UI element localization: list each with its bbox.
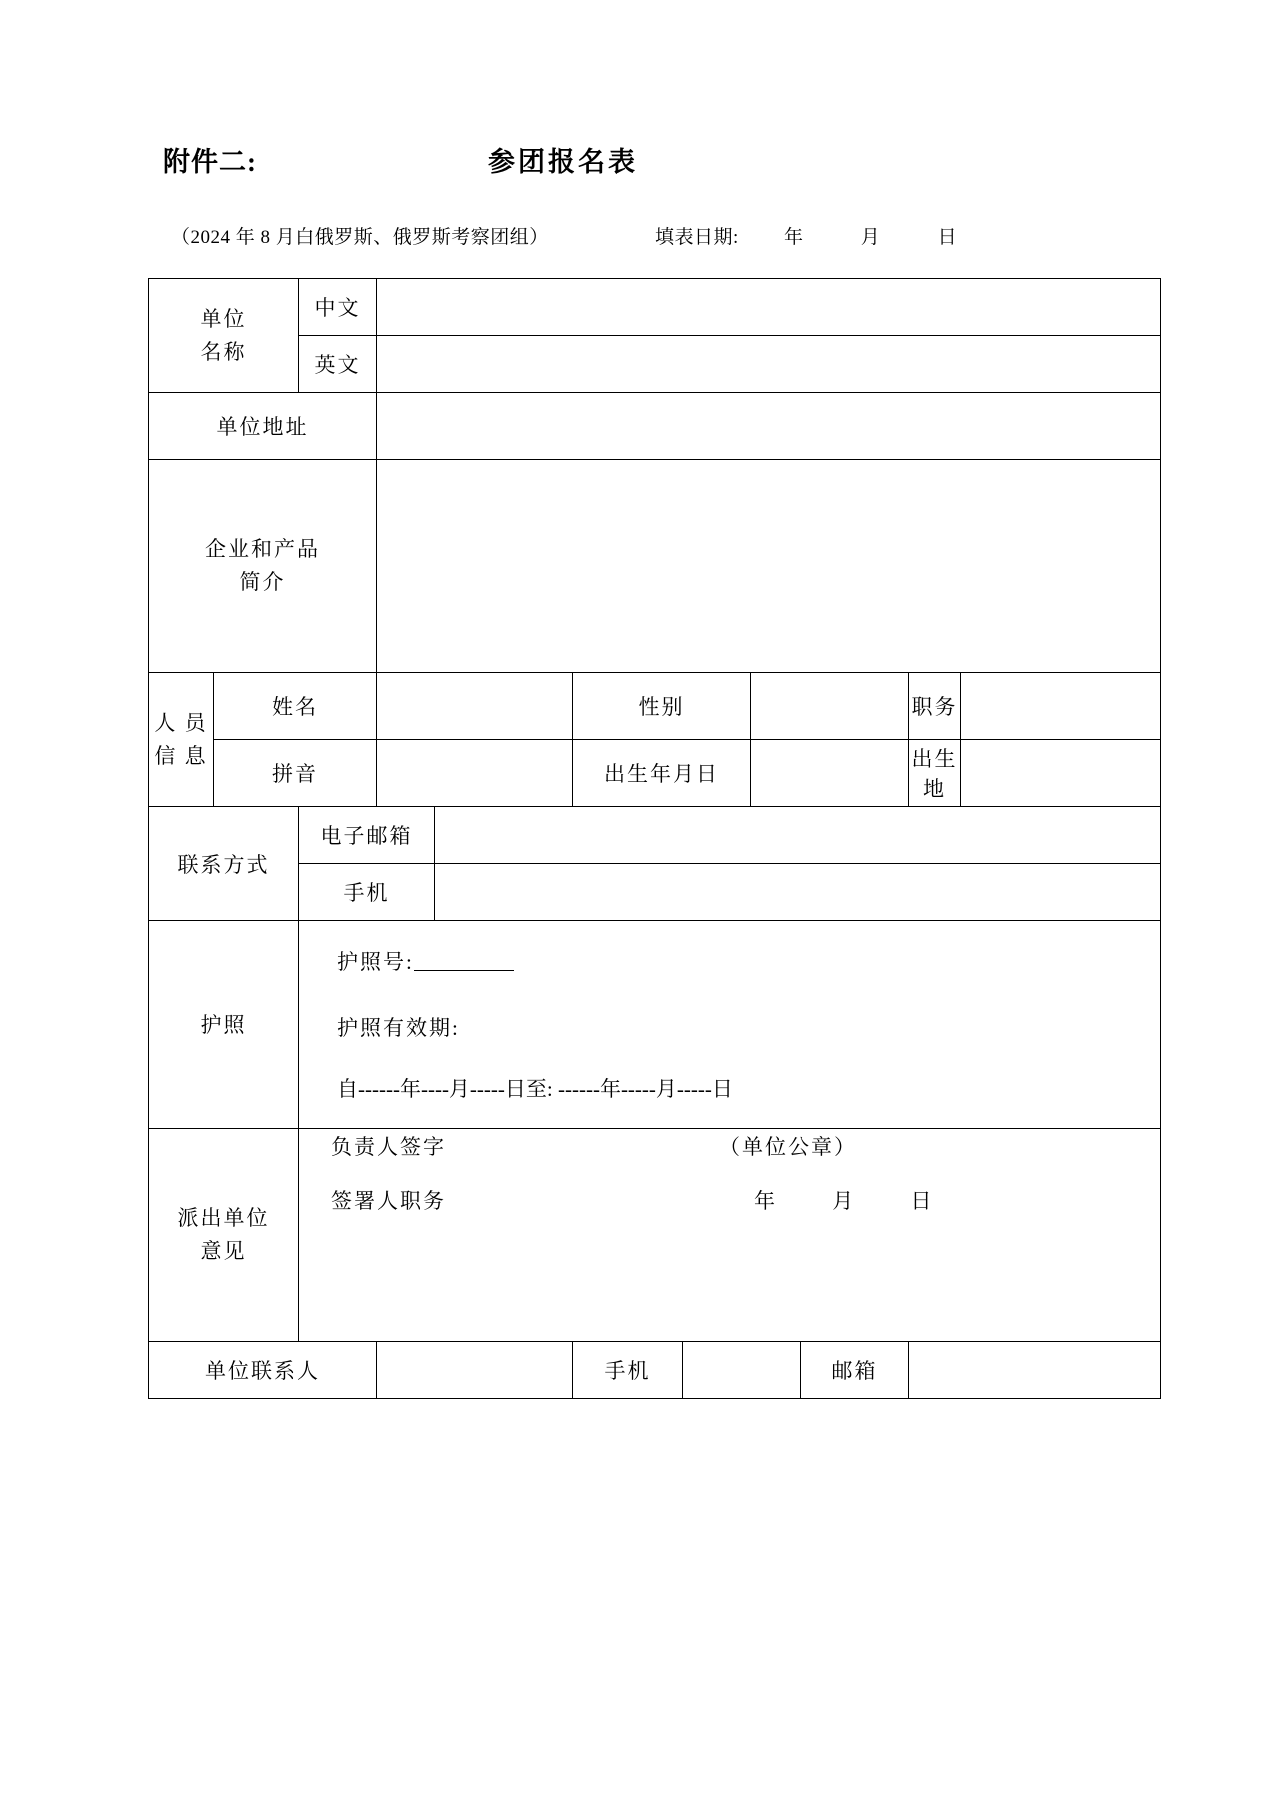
unit-address-field[interactable] [377, 393, 1161, 460]
passport-validity-label: 护照有效期: [337, 1015, 460, 1040]
table-row [149, 336, 1161, 393]
gender-label: 性别 [573, 673, 751, 740]
table-row [149, 807, 1161, 864]
position-field[interactable] [961, 673, 1161, 740]
signer-position-label: 签署人职务 [331, 1188, 446, 1213]
birthdate-label: 出生年月日 [573, 740, 751, 807]
dispatch-opinion-label-line1: 派出单位 [177, 1205, 270, 1230]
leader-signature-label: 负责人签字 [331, 1134, 446, 1159]
position-label: 职务 [909, 673, 961, 740]
table-row [149, 460, 1161, 673]
english-name-field[interactable] [377, 336, 1161, 393]
unit-name-label [149, 279, 299, 393]
table-row [149, 864, 1161, 921]
contact-label: 联系方式 [149, 807, 299, 921]
document-header [0, 140, 1280, 182]
fill-date-day: 日 [937, 227, 958, 248]
unit-contact-field[interactable] [377, 1341, 573, 1398]
unit-contact-label: 单位联系人 [149, 1341, 377, 1398]
dispatch-opinion-label [149, 1128, 299, 1341]
table-row [149, 921, 1161, 1129]
company-intro-field[interactable] [377, 460, 1161, 673]
name-label: 姓名 [214, 673, 377, 740]
name-field[interactable] [377, 673, 573, 740]
mobile-field[interactable] [435, 864, 1161, 921]
signature-date-day: 日 [910, 1188, 932, 1213]
page-title: 参团报名表 [488, 147, 638, 177]
passport-number-field[interactable] [414, 952, 514, 971]
contact-email-field[interactable] [909, 1341, 1161, 1398]
document-subheader [0, 222, 1280, 254]
company-intro-label-line2: 简介 [239, 570, 286, 594]
passport-label: 护照 [149, 921, 299, 1129]
signature-date-year: 年 [754, 1188, 775, 1213]
passport-block [299, 921, 1161, 1129]
birthplace-label: 出生地 [909, 740, 961, 807]
subtitle: （2024 年 8 月白俄罗斯、俄罗斯考察团组） [171, 227, 549, 248]
contact-mobile-field[interactable] [683, 1341, 801, 1398]
registration-form-table [148, 278, 1161, 1399]
passport-validity-field[interactable]: 自------年----月-----日至: ------年-----月-----日 [337, 1077, 733, 1101]
fill-date-month: 月 [860, 227, 881, 248]
attachment-label: 附件二: [163, 147, 257, 177]
birthdate-field[interactable] [751, 740, 909, 807]
unit-address-label: 单位地址 [149, 393, 377, 460]
fill-date-label: 填表日期: [655, 227, 739, 248]
chinese-label: 中文 [299, 279, 377, 336]
mobile-label: 手机 [299, 864, 435, 921]
passport-number-label: 护照号: [337, 950, 414, 974]
contact-mobile-label: 手机 [573, 1341, 683, 1398]
fill-date-group [655, 222, 957, 249]
email-label: 电子邮箱 [299, 807, 435, 864]
person-info-label-line1: 人 员 [154, 710, 208, 735]
table-row [149, 673, 1161, 740]
official-seal-label: （单位公章） [719, 1134, 857, 1159]
person-info-label [149, 673, 214, 807]
signature-date-group [754, 1185, 932, 1215]
company-intro-label-line1: 企业和产品 [205, 537, 320, 562]
table-row [149, 740, 1161, 807]
signature-date-month: 月 [832, 1188, 854, 1213]
pinyin-field[interactable] [377, 740, 573, 807]
dispatch-opinion-label-line2: 意见 [200, 1238, 247, 1263]
birthplace-field[interactable] [961, 740, 1161, 807]
company-intro-label [149, 460, 377, 673]
english-label: 英文 [299, 336, 377, 393]
table-row [149, 393, 1161, 460]
chinese-name-field[interactable] [377, 279, 1161, 336]
table-row [149, 279, 1161, 336]
dispatch-opinion-block[interactable] [299, 1128, 1161, 1341]
table-row [149, 1128, 1161, 1341]
gender-field[interactable] [751, 673, 909, 740]
person-info-label-line2: 信 息 [154, 743, 208, 768]
contact-email-label: 邮箱 [801, 1341, 909, 1398]
pinyin-label: 拼音 [214, 740, 377, 807]
table-row [149, 1341, 1161, 1398]
unit-name-label-line1: 单位 [200, 306, 247, 331]
email-field[interactable] [435, 807, 1161, 864]
unit-name-label-line2: 名称 [200, 339, 247, 364]
fill-date-year: 年 [784, 227, 804, 248]
